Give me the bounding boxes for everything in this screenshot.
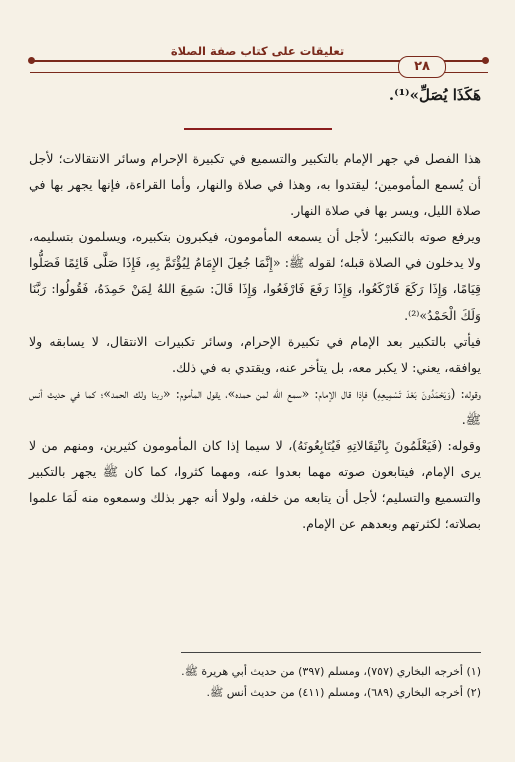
divider (184, 128, 332, 130)
ornament-dot-icon (482, 57, 489, 64)
ornament-dot-icon (28, 57, 35, 64)
main-text (29, 146, 481, 537)
page-number: ٢٨ (398, 56, 446, 78)
footnote-separator (181, 652, 481, 653)
heading: هَكَذَا يُصَلِّ»⁽¹⁾. (388, 86, 481, 104)
paragraph: هذا الفصل في جهر الإمام بالتكبير والتسميع في تكبيرة الإحرام وسائر الانتقالات؛ لأجل أن يُسمع المأمومين؛ ليقتدوا به، وهذا في صلاة والنهار، وأما القراءة، فإنها يجهر بها في صلاة الليل، ويسر بها في صلاة النهار. (29, 151, 481, 219)
footnote: (١) أخرجه البخاري (٧٥٧)، ومسلم (٣٩٧) من حديث أبي هريرة ﷺ. (181, 665, 481, 678)
book-title: تعليقات على كتاب صفة الصلاة (170, 44, 345, 58)
footnotes (29, 661, 481, 703)
footnote: (٢) أخرجه البخاري (٦٨٩)، ومسلم (٤١١) من حديث أنس ﷺ. (206, 686, 481, 699)
paragraph: ويرفع صوته بالتكبير؛ لأجل أن يسمعه المأمومون، فيكبرون بتكبيره، ويسلمون بتسليمه، ولا يدخلون في الصلاة قبله؛ لقوله ﷺ: «إِنَّمَا جُعِلَ الإِمَامُ لِيُؤْتَمَّ بِهِ، فَإِذَا صَلَّى قَائِمًا فَصَلُّوا قِيَامًا، وَإِذَا رَكَعَ فَارْكَعُوا، وَإِذَا رَفَعَ فَارْفَعُوا، وَإِذَا قَالَ: سَمِعَ اللهُ لِمَنْ حَمِدَهُ، فَقُولُوا: رَبَّنَا وَلَكَ الْحَمْدُ»⁽²⁾. (29, 229, 481, 323)
paragraph: وقوله: (فَيَعْلَمُونَ بِانْتِقَالاتِهِ فَيُتَابِعُونَهُ)، لا سيما إذا كان المأمومون كثيرين، ومنهم من لا يرى الإمام، فيتابعون صوته مهما بعدوا عنه، ومهما كثروا، كما كان ﷺ يجهر بالتكبير والتسميع والتسليم؛ لأجل أن يتابعه من خلفه، ولولا أنه جهر بذلك وسمعوه منه لَمَا علموا بصلاته؛ لكثرتهم وبعدهم عن الإمام. (29, 438, 481, 532)
paragraph: فيأتي بالتكبير بعد الإمام في تكبيرة الإحرام، وسائر تكبيرات الانتقال، لا يسابقه ولا يوافقه، يعني: لا يكبر معه، بل يتأخر عنه، ويقتدي به في ذلك. (29, 333, 481, 375)
paragraph: وقوله: (وَيَحْمَدُونَ بَعْدَ تَسْمِيعِهِ) فإذا قال الإمام: «سمع الله لمن حمده»، يقول المأموم: «ربنا ولك الحمد»؛ كما في حديث أنس ﷺ. (29, 385, 481, 427)
